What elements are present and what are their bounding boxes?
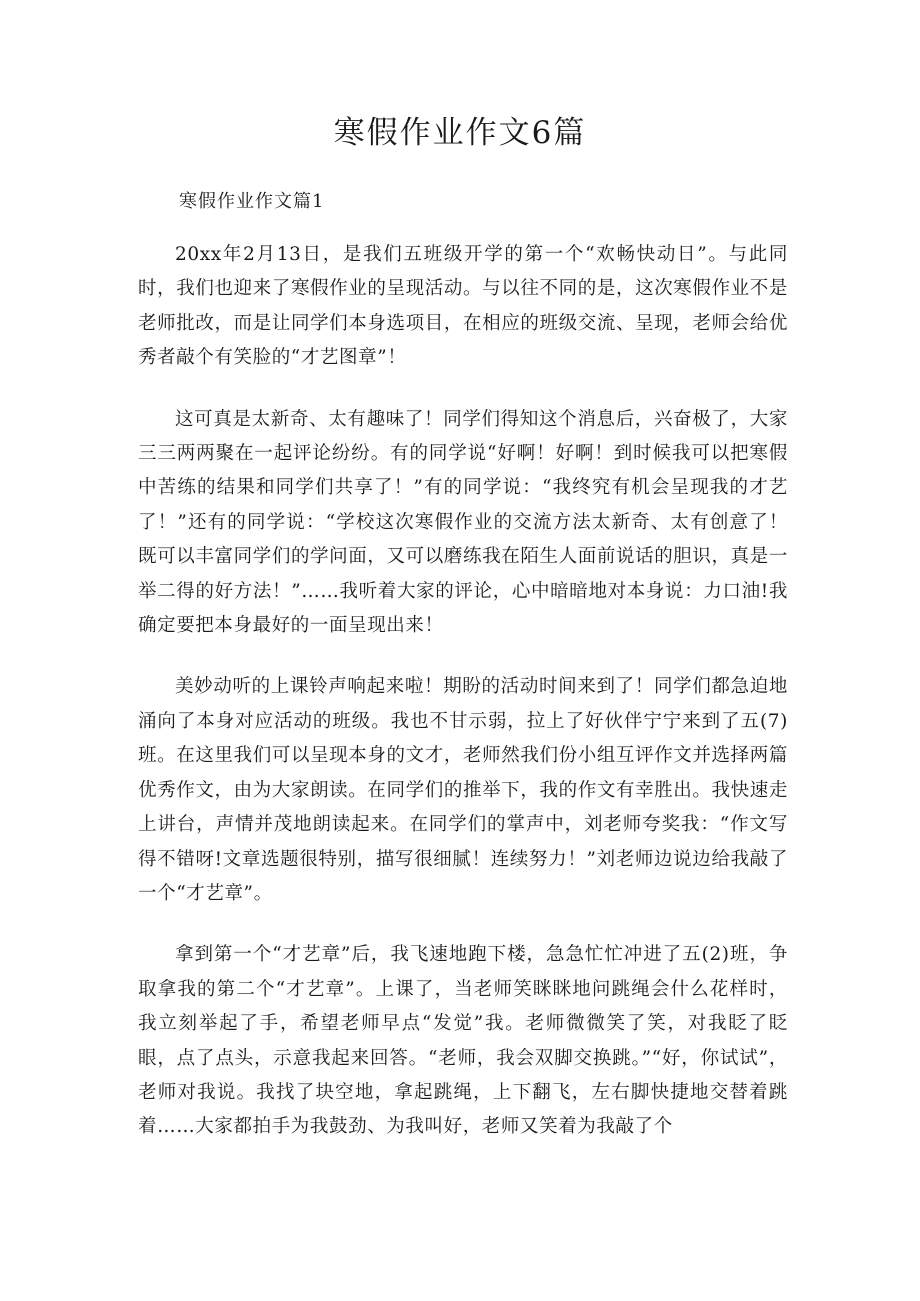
body-text (138, 238, 788, 1172)
paragraph-2: 这可真是太新奇、太有趣味了！同学们得知这个消息后，兴奋极了，大家三三两两聚在一起评论纷纷。有的同学说“好啊！好啊！到时候我可以把寒假中苦练的结果和同学们共享了！”有的同学说：“我终究有机会呈现我的才艺了！”还有的同学说：“学校这次寒假作业的交流方法太新奇、太有创意了！既可以丰富同学们的学问面，又可以磨练我在陌生人面前说话的胆识，真是一举二得的好方法！”……我听着大家的评论，心中暗暗地对本身说：力口油!我确定要把本身最好的一面呈现出来！ (138, 408, 788, 637)
document-title: 寒假作业作文6篇 (333, 115, 587, 151)
paragraph-1: 20xx年2月13日，是我们五班级开学的第一个“欢畅快动日”。与此同时，我们也迎来了寒假作业的呈现活动。与以往不同的是，这次寒假作业不是老师批改，而是让同学们本身选项目，在相应的班级交流、呈现，老师会给优秀者敲个有笑脸的“才艺图章”！ (138, 244, 788, 369)
paragraph-4: 拿到第一个“才艺章”后，我飞速地跑下楼，急急忙忙冲进了五(2)班，争取拿我的第二个“才艺章”。上课了，当老师笑眯眯地问跳绳会什么花样时，我立刻举起了手，希望老师早点“发觉”我。老师微微笑了笑，对我眨了眨眼，点了点头，示意我起来回答。“老师，我会双脚交换跳。”“好，你试试”，老师对我说。我找了块空地，拿起跳绳，上下翻飞，左右脚快捷地交替着跳着……大家都拍手为我鼓劲、为我叫好，老师又笑着为我敲了个 (138, 944, 788, 1138)
section-heading: 寒假作业作文篇1 (179, 191, 325, 212)
paragraph-3: 美妙动听的上课铃声响起来啦！期盼的活动时间来到了！同学们都急迫地涌向了本身对应活动的班级。我也不甘示弱，拉上了好伙伴宁宁来到了五(7)班。在这里我们可以呈现本身的文才，老师然我们份小组互评作文并选择两篇优秀作文，由为大家朗读。在同学们的推举下，我的作文有幸胜出。我快速走上讲台，声情并茂地朗读起来。在同学们的掌声中，刘老师夸奖我：“作文写得不错呀!文章选题很特别，描写很细腻！连续努力！”刘老师边说边给我敲了一个“才艺章”。 (138, 676, 788, 904)
